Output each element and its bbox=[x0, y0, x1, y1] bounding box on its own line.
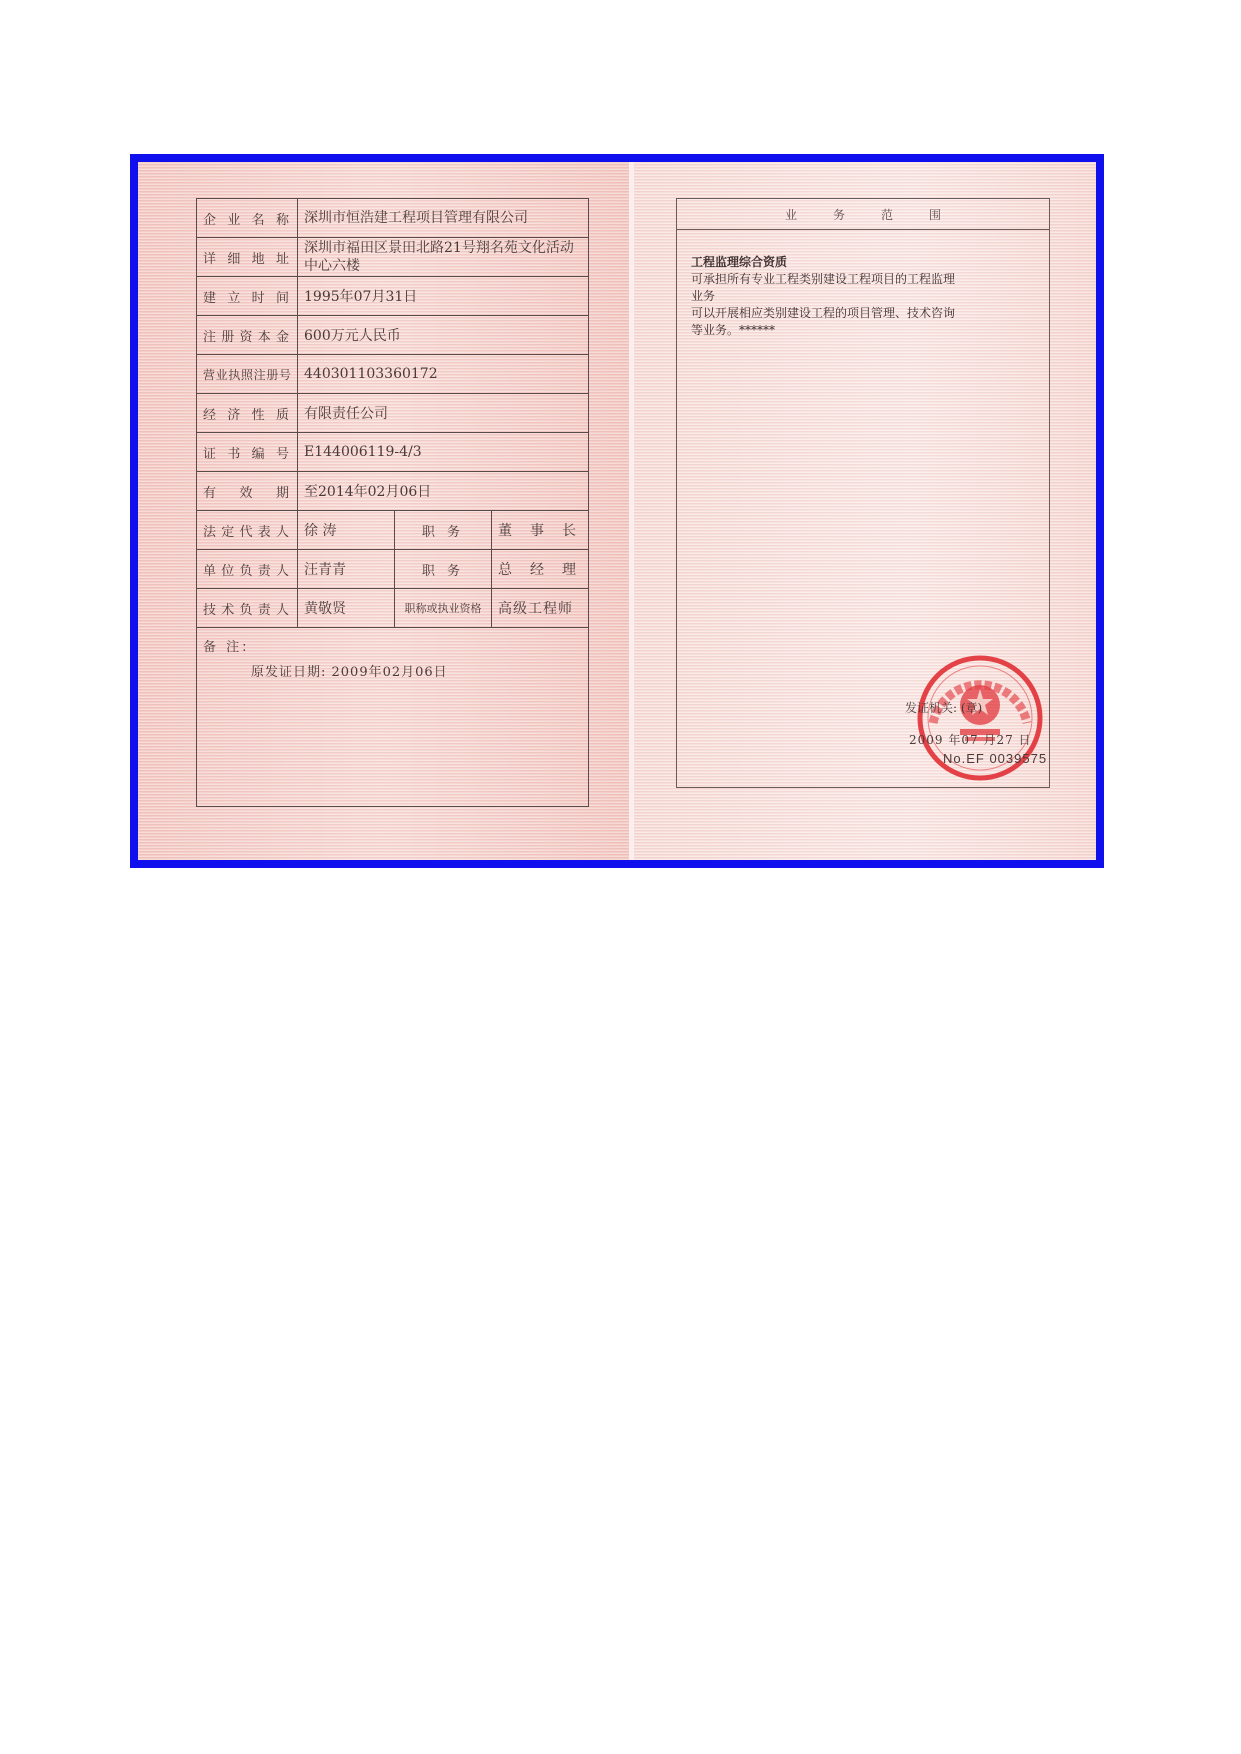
scope-body bbox=[677, 230, 1049, 339]
unit-head-role: 总经理 bbox=[492, 550, 589, 589]
table-row bbox=[197, 589, 589, 628]
company-info-table bbox=[196, 198, 589, 807]
label-registered-capital: 注册资本金 bbox=[197, 316, 298, 355]
table-row bbox=[197, 277, 589, 316]
scope-line: 可以开展相应类别建设工程的项目管理、技术咨询 bbox=[691, 306, 956, 320]
legal-rep-role: 董事长 bbox=[492, 511, 589, 550]
legal-rep-name: 徐 涛 bbox=[298, 511, 395, 550]
tech-head-role: 高级工程师 bbox=[492, 589, 589, 628]
issuing-authority: 发证机关: (章) bbox=[905, 701, 983, 715]
certificate-number-value: E144006119-4/3 bbox=[298, 433, 589, 472]
table-row bbox=[197, 238, 589, 277]
table-row bbox=[197, 199, 589, 238]
business-scope-box bbox=[676, 198, 1050, 788]
tech-head-name: 黄敬贤 bbox=[298, 589, 395, 628]
label-tech-head: 技术负责人 bbox=[197, 589, 298, 628]
table-row bbox=[197, 316, 589, 355]
scope-title: 工程监理综合资质 bbox=[691, 255, 788, 269]
label-economic-nature: 经济性质 bbox=[197, 394, 298, 433]
table-row bbox=[197, 511, 589, 550]
table-row bbox=[197, 550, 589, 589]
serial-number: No.EF 0039575 bbox=[943, 751, 1048, 766]
scope-line: 业务 bbox=[691, 289, 716, 303]
legal-rep-role-label: 职 务 bbox=[395, 511, 492, 550]
certificate-frame bbox=[130, 154, 1104, 868]
unit-head-role-label: 职 务 bbox=[395, 550, 492, 589]
label-founded: 建立时间 bbox=[197, 277, 298, 316]
issue-date: 2009 年07 月27 日 bbox=[909, 733, 1032, 747]
notes-label: 备 注: bbox=[203, 640, 250, 655]
label-address: 详细地址 bbox=[197, 238, 298, 277]
table-row bbox=[197, 355, 589, 394]
founded-value: 1995年07月31日 bbox=[298, 277, 589, 316]
company-name-value: 深圳市恒浩建工程项目管理有限公司 bbox=[298, 199, 589, 238]
right-page bbox=[634, 162, 1096, 860]
scope-line: 可承担所有专业工程类别建设工程项目的工程监理 bbox=[691, 272, 956, 286]
registered-capital-value: 600万元人民币 bbox=[298, 316, 589, 355]
tech-head-role-label: 职称或执业资格 bbox=[395, 589, 492, 628]
left-page bbox=[138, 162, 629, 860]
notes-cell bbox=[197, 628, 589, 807]
label-legal-rep: 法定代表人 bbox=[197, 511, 298, 550]
label-company-name: 企业名称 bbox=[197, 199, 298, 238]
scope-header: 业务范围 bbox=[677, 199, 1049, 230]
original-issue-date: 原发证日期: 2009年02月06日 bbox=[251, 665, 448, 680]
label-certificate-number: 证书编号 bbox=[197, 433, 298, 472]
table-row bbox=[197, 433, 589, 472]
validity-value: 至2014年02月06日 bbox=[298, 472, 589, 511]
address-value: 深圳市福田区景田北路21号翔名苑文化活动中心六楼 bbox=[298, 238, 589, 277]
label-unit-head: 单位负责人 bbox=[197, 550, 298, 589]
economic-nature-value: 有限责任公司 bbox=[298, 394, 589, 433]
label-license-number: 营业执照注册号 bbox=[197, 355, 298, 394]
table-row bbox=[197, 472, 589, 511]
unit-head-name: 汪青青 bbox=[298, 550, 395, 589]
scope-line: 等业务。****** bbox=[691, 323, 776, 337]
label-validity: 有效期 bbox=[197, 472, 298, 511]
table-row bbox=[197, 394, 589, 433]
table-row bbox=[197, 628, 589, 807]
license-number-value: 440301103360172 bbox=[298, 355, 589, 394]
